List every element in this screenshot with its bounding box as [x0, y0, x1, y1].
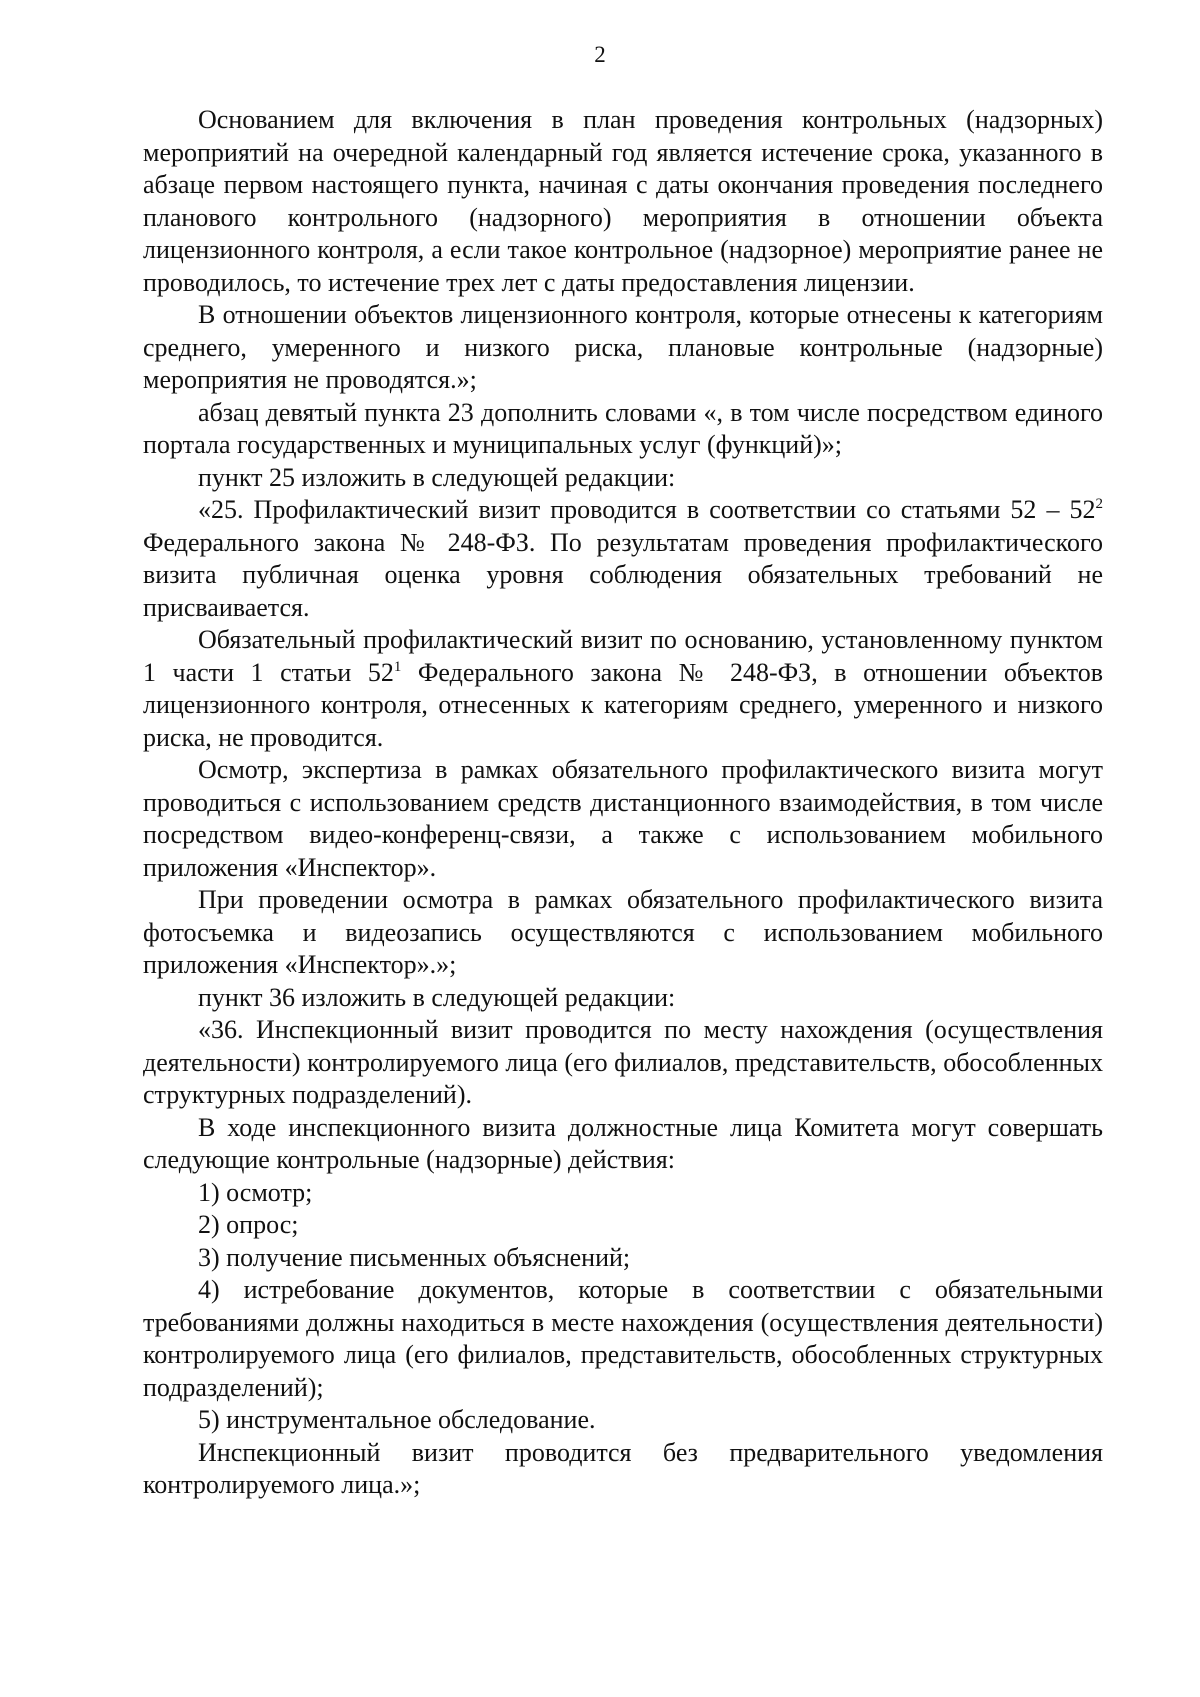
paragraph-point-25-intro: пункт 25 изложить в следующей редакции:	[198, 462, 676, 492]
paragraph-photo-video: При проведении осмотра в рамках обязательного профилактического визита фотосъемка и видеозапись осуществляются с использованием мобильного приложения «Инспектор».»;	[143, 885, 1103, 979]
paragraph-mandatory-visit	[143, 624, 1103, 754]
paragraph-mandatory-visit-before: Обязательный профилактический визит по основанию, установленному пунктом 1 части 1 статьи 52	[143, 625, 1103, 687]
document-body	[143, 104, 1103, 1502]
list-item-explanations: 3) получение письменных объяснений;	[198, 1242, 631, 1272]
paragraph-point-25-before: «25. Профилактический визит проводится в соответствии со статьями 52 – 52	[198, 495, 1096, 524]
paragraph-mandatory-visit-after: Федерального закона № 248-ФЗ, в отношении объектов лицензионного контроля, отнесенных к категориям среднего, умеренного и низкого риска, не проводится.	[143, 657, 1104, 752]
paragraph-point-25	[143, 494, 1103, 624]
paragraph-planning-basis: Основанием для включения в план проведения контрольных (надзорных) мероприятий на очередной календарный год является истечение срока, указанного в абзаце первом настоящего пункта, начиная с даты окончания проведения последнего планового контрольного (надзорного) мероприятия в отношении объекта лицензионного контроля, а если такое контрольное (надзорное) мероприятие ранее не проводилось, то истечение трех лет с даты предоставления лицензии.	[143, 105, 1103, 297]
paragraph-point-25-after: Федерального закона № 248-ФЗ. По результатам проведения профилактического визита публичная оценка уровня соблюдения обязательных требований не присваивается.	[143, 527, 1103, 622]
paragraph-amend-23: абзац девятый пункта 23 дополнить словами «, в том числе посредством единого портала государственных и муниципальных услуг (функций)»;	[143, 397, 1103, 459]
list-item-documents: 4) истребование документов, которые в соответствии с обязательными требованиями должны находиться в месте нахождения (осуществления деятельности) контролируемого лица (его филиалов, представительств, обособленных структурных подразделений);	[143, 1275, 1103, 1402]
paragraph-remote-inspection: Осмотр, экспертиза в рамках обязательного профилактического визита могут проводиться с использованием средств дистанционного взаимодействия, в том числе посредством видео-конференц-связи, а также с использованием мобильного приложения «Инспектор».	[143, 755, 1103, 882]
paragraph-point-36: «36. Инспекционный визит проводится по месту нахождения (осуществления деятельности) контролируемого лица (его филиалов, представительств, обособленных структурных подразделений).	[143, 1015, 1103, 1109]
paragraph-inspection-actions: В ходе инспекционного визита должностные лица Комитета могут совершать следующие контрольные (надзорные) действия:	[143, 1112, 1103, 1174]
superscript-2: 2	[1095, 496, 1103, 512]
page-number: 2	[594, 42, 606, 67]
list-item-inspection: 1) осмотр;	[198, 1177, 313, 1207]
list-item-instrumental: 5) инструментальное обследование.	[198, 1405, 596, 1434]
paragraph-no-notice: Инспекционный визит проводится без предварительного уведомления контролируемого лица.»;	[143, 1437, 1103, 1499]
superscript-1: 1	[393, 658, 402, 675]
paragraph-point-36-intro: пункт 36 изложить в следующей редакции:	[198, 982, 676, 1012]
list-item-survey: 2) опрос;	[198, 1210, 299, 1239]
paragraph-risk-categories: В отношении объектов лицензионного контроля, которые отнесены к категориям среднего, умеренного и низкого риска, плановые контрольные (надзорные) мероприятия не проводятся.»;	[143, 300, 1103, 394]
